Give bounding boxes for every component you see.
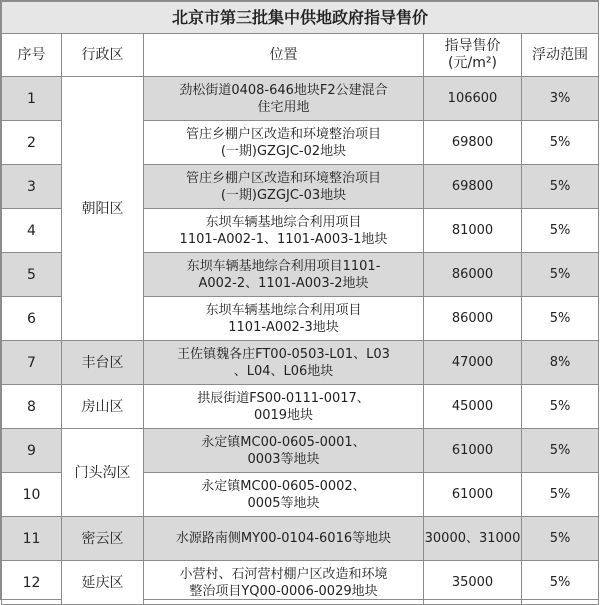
row-range: 5% [522,561,599,605]
row-location-line2: 、L04、L06地块 [233,363,334,379]
header-location: 位置 [144,34,424,77]
row-location-line2: 住宅用地 [257,99,310,115]
row-seq: 10 [2,473,62,517]
table-row [2,77,599,121]
row-location-line1: 永定镇MC00-0605-0002、 [201,478,366,494]
header-price-line1: 指导售价 [444,38,501,54]
row-location [144,297,424,341]
table-row [2,385,599,429]
row-seq: 3 [2,165,62,209]
price-table [1,1,599,605]
row-location [144,165,424,209]
row-range: 3% [522,77,599,121]
district-cell: 延庆区 [62,561,144,605]
row-location-line1: 东坝车辆基地综合利用项目 [205,214,362,230]
row-location [144,341,424,385]
header-price [424,34,522,77]
row-range: 5% [522,517,599,561]
header-range: 浮动范围 [522,34,599,77]
row-location-line1: 永定镇MC00-0605-0001、 [201,434,366,450]
header-district: 行政区 [62,34,144,77]
row-seq: 4 [2,209,62,253]
row-location [144,121,424,165]
row-location [144,385,424,429]
row-location-line2: 1101-A002-3地块 [228,319,339,335]
row-price: 47000 [424,341,522,385]
row-location-line1: 东坝车辆基地综合利用项目1101- [186,258,381,274]
row-range: 8% [522,341,599,385]
district-cell: 门头沟区 [62,429,144,517]
row-seq: 11 [2,517,62,561]
row-range: 5% [522,297,599,341]
row-seq: 8 [2,385,62,429]
row-location [144,77,424,121]
table-title: 北京市第三批集中供地政府指导售价 [2,2,599,34]
row-location-line2: 0019地块 [253,407,314,423]
row-location-line2: 1101-A002-1、1101-A003-1地块 [179,231,388,247]
row-price: 86000 [424,297,522,341]
row-price: 69800 [424,121,522,165]
district-cell: 朝阳区 [62,77,144,341]
row-location [144,517,424,561]
row-location [144,253,424,297]
row-price: 45000 [424,385,522,429]
header-price-line2: (元/m²) [448,55,497,71]
row-location [144,473,424,517]
row-seq: 9 [2,429,62,473]
row-range: 5% [522,429,599,473]
row-price: 61000 [424,473,522,517]
row-price: 86000 [424,253,522,297]
row-location [144,561,424,605]
row-range: 5% [522,165,599,209]
row-location-line2: A002-2、1101-A003-2地块 [198,275,369,291]
table-row [2,561,599,605]
header-seq: 序号 [2,34,62,77]
table-row [2,517,599,561]
row-location-line1: 王佐镇魏各庄FT00-0503-L01、L03 [177,346,390,362]
row-seq: 7 [2,341,62,385]
row-range: 5% [522,209,599,253]
table-row [2,341,599,385]
row-seq: 1 [2,77,62,121]
row-location-line2: 整治项目YQ00-0006-0029地块 [189,583,378,599]
district-cell: 丰台区 [62,341,144,385]
row-location-line1: 水源路南侧MY00-0104-6016等地块 [175,531,392,546]
row-range: 5% [522,385,599,429]
row-location-line2: (一期)GZGJC-03地块 [220,187,347,203]
row-seq: 2 [2,121,62,165]
row-location [144,429,424,473]
row-location-line1: 拱辰街道FS00-0111-0017、 [197,390,370,406]
row-location-line1: 东坝车辆基地综合利用项目 [205,302,362,318]
row-price: 30000、31000 [424,517,522,561]
row-location [144,209,424,253]
row-range: 5% [522,253,599,297]
row-location-line1: 管庄乡棚户区改造和环境整治项目 [185,126,381,142]
row-price: 61000 [424,429,522,473]
row-location-line1: 劲松街道0408-646地块F2公建混合 [179,82,388,98]
row-location-line2: 0005等地块 [247,495,320,511]
district-cell: 房山区 [62,385,144,429]
row-location-line1: 小营村、石河营村棚户区改造和环境 [179,566,388,582]
district-cell: 密云区 [62,517,144,561]
table-row [2,429,599,473]
row-price: 106600 [424,77,522,121]
row-seq: 5 [2,253,62,297]
row-location-line2: (一期)GZGJC-02地块 [220,143,347,159]
row-price: 81000 [424,209,522,253]
row-price: 35000 [424,561,522,605]
header-row [2,34,599,77]
row-range: 5% [522,473,599,517]
row-location-line1: 管庄乡棚户区改造和环境整治项目 [185,170,381,186]
row-price: 69800 [424,165,522,209]
row-location-line2: 0003等地块 [247,451,320,467]
row-seq: 12 [2,561,62,605]
row-seq: 6 [2,297,62,341]
row-range: 5% [522,121,599,165]
